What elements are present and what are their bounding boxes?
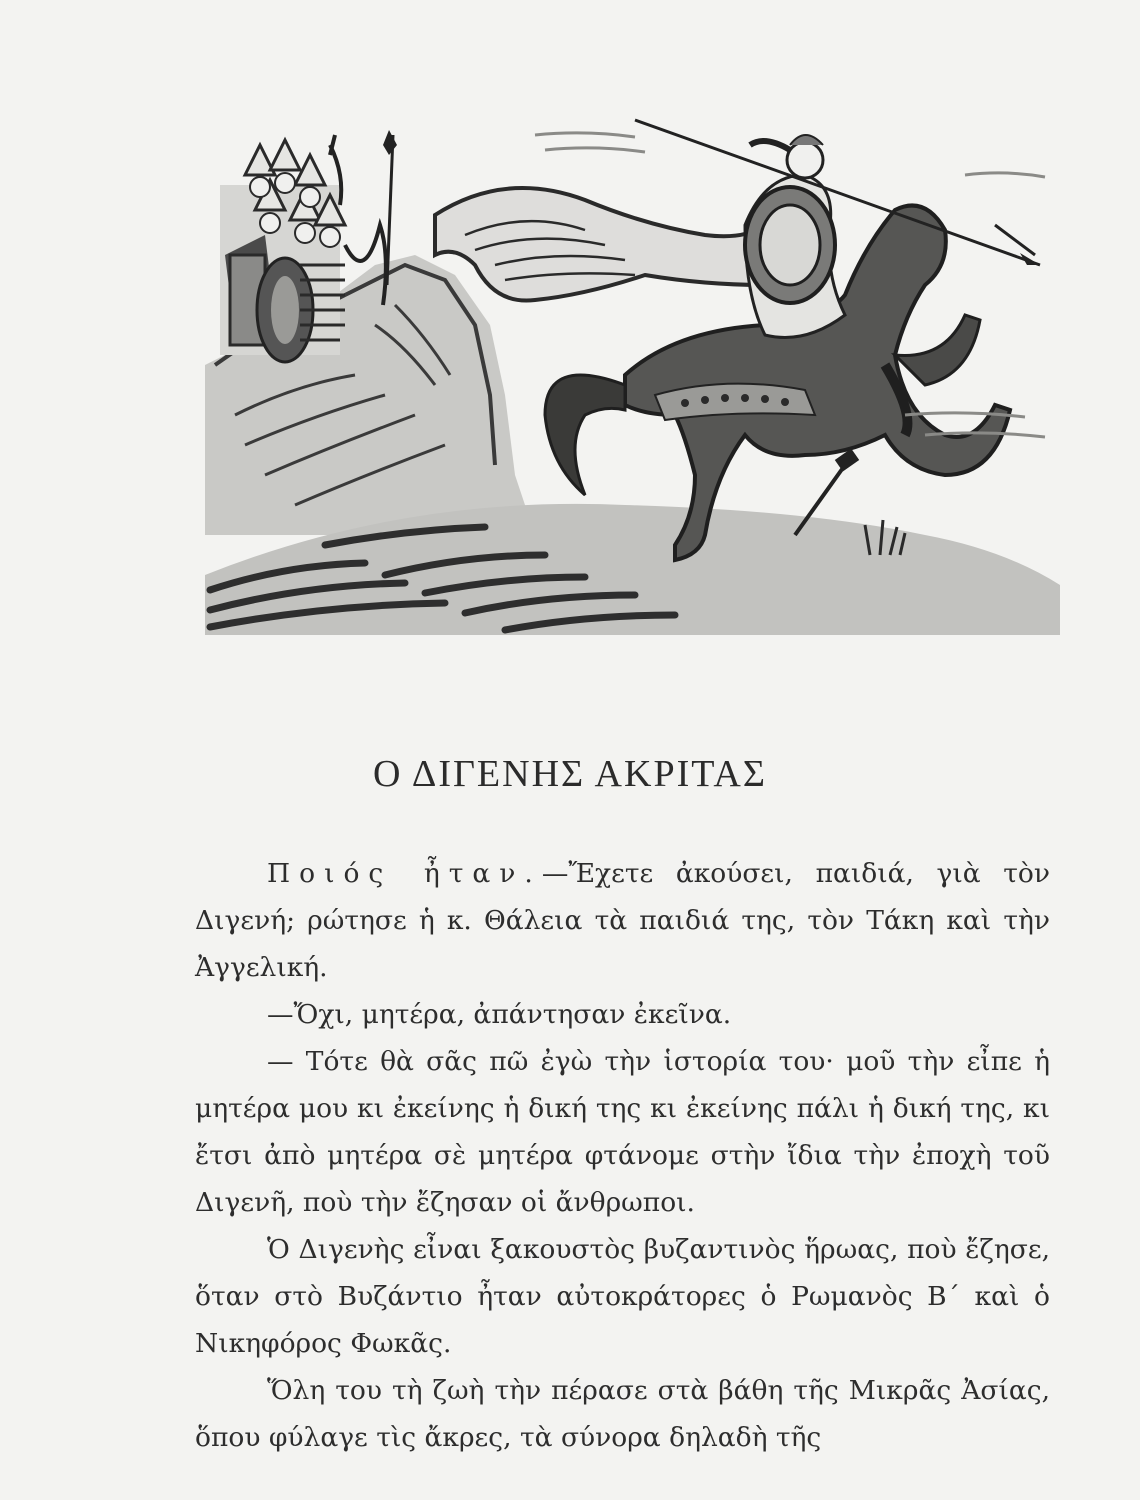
paragraph-lead: Ποιός ἦταν. xyxy=(267,858,542,889)
paragraph-4 xyxy=(195,1226,1050,1367)
paragraph-text: —Ὄχι, μητέρα, ἀπάντησαν ἐκεῖνα. xyxy=(267,999,732,1030)
paragraph-text: —Ἔχετε ἀκούσει, παιδιά, γιὰ τὸν Διγενή; ρώτησε ἡ κ. Θάλεια τὰ παιδιά της, τὸν Τάκη καὶ τὴν Ἀγγελική. xyxy=(195,858,1050,983)
paragraph-3 xyxy=(195,1038,1050,1226)
body-text xyxy=(195,850,1050,1461)
paragraph-text: Ὁ Διγενὴς εἶναι ξακουστὸς βυζαντινὸς ἥρωας, ποὺ ἔζησε, ὅταν στὸ Βυζάντιο ἦταν αὐτοκράτορες ὁ Ρωμανὸς Β΄ καὶ ὁ Νικηφόρος Φωκᾶς. xyxy=(195,1234,1050,1359)
paragraph-5 xyxy=(195,1367,1050,1461)
paragraph-2 xyxy=(195,991,1050,1038)
illustration-svg xyxy=(205,115,1060,635)
chapter-title: Ο ΔΙΓΕΝΗΣ ΑΚΡΙΤΑΣ xyxy=(373,753,767,795)
paragraph-text: Ὅλη του τὴ ζωὴ τὴν πέρασε στὰ βάθη τῆς Μικρᾶς Ἀσίας, ὅπου φύλαγε τὶς ἄκρες, τὰ σύνορα δηλαδὴ τῆς xyxy=(195,1375,1050,1453)
paragraph-text: — Τότε θὰ σᾶς πῶ ἐγὼ τὴν ἱστορία του· μοῦ τὴν εἶπε ἡ μητέρα μου κι ἐκείνης ἡ δική της κι ἐκείνης πάλι ἡ δική της, κι ἔτσι ἀπὸ μητέρα σὲ μητέρα φτάνομε στὴν ἴδια τὴν ἐποχὴ τοῦ Διγενῆ, ποὺ τὴν ἔζησαν οἱ ἄνθρωποι. xyxy=(195,1046,1050,1218)
woodcut-horseman-illustration xyxy=(205,115,1060,635)
paragraph-1 xyxy=(195,850,1050,991)
